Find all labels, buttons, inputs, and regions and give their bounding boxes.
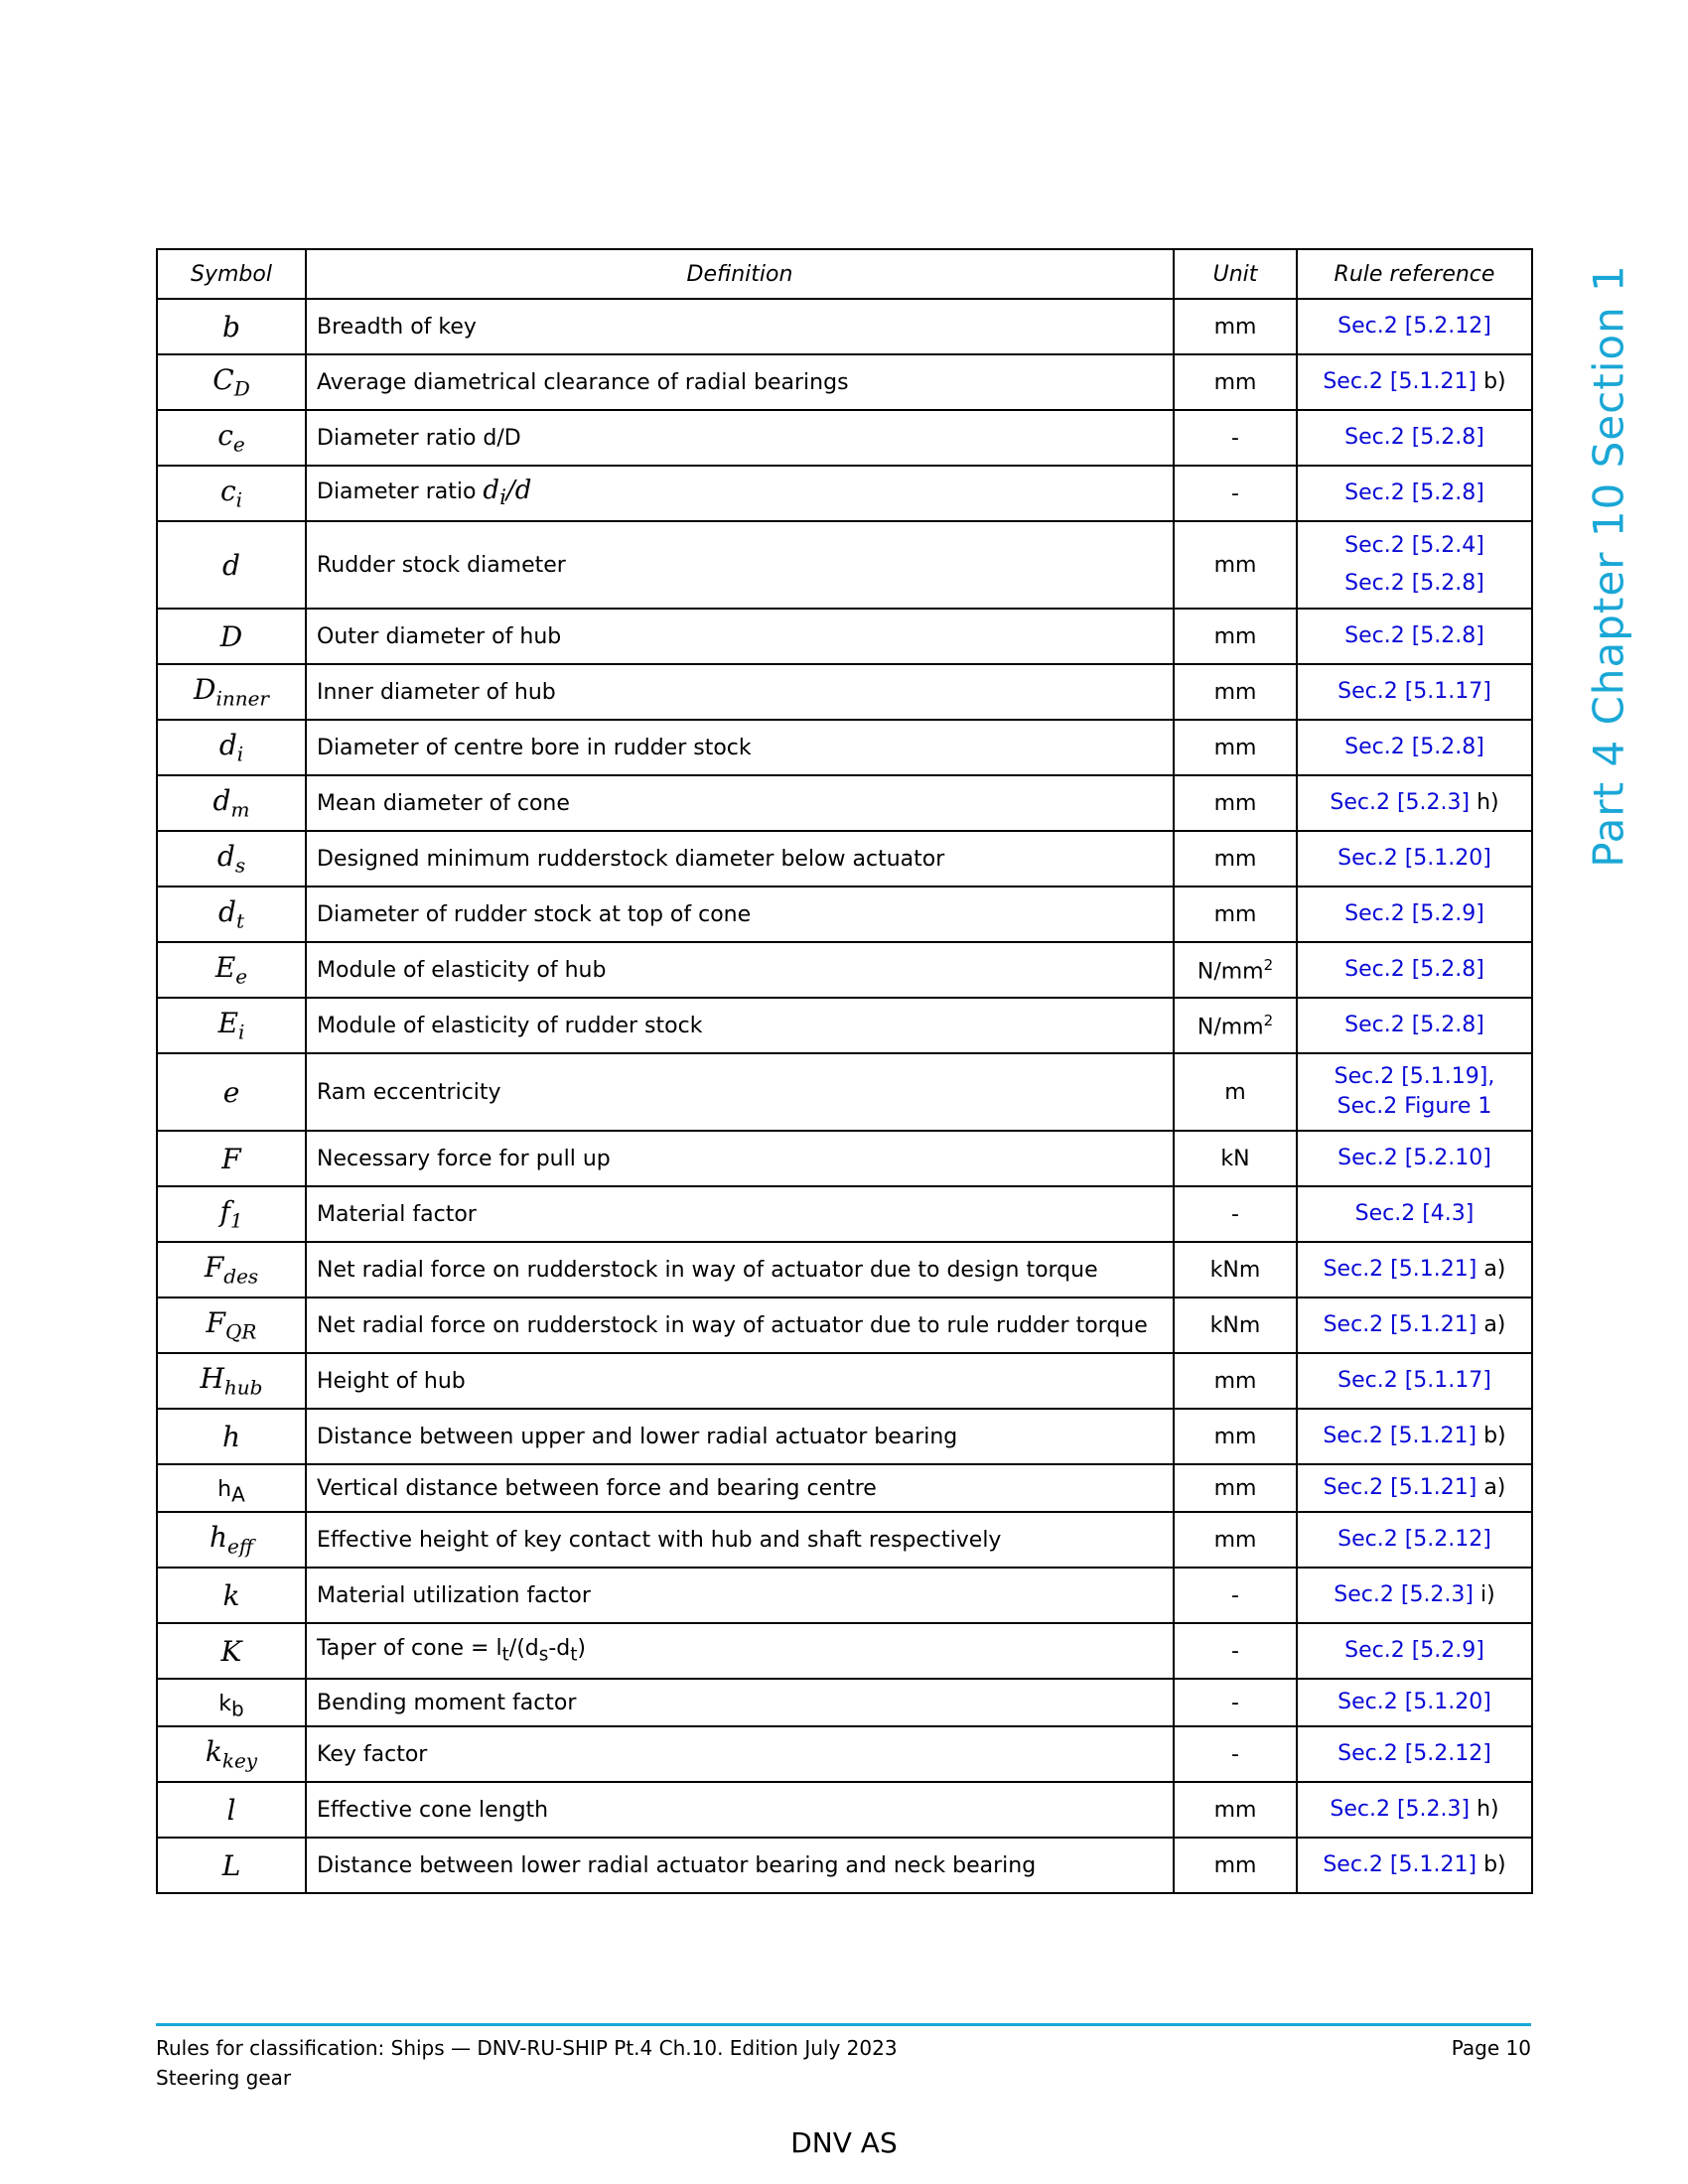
symbol-subscript: m [230,797,250,822]
symbol-subscript: e [235,964,248,989]
table-row [157,466,1532,521]
rule-reference-link[interactable]: Sec.2 [5.2.9] [1344,1638,1484,1663]
unit-cell: - [1174,1726,1297,1782]
symbol-cell [157,1242,306,1297]
symbol: c [219,475,236,508]
symbol: F [221,1142,241,1175]
symbol-cell [157,354,306,410]
symbols-table [156,248,1533,1894]
definition-cell: Average diametrical clearance of radial bearings [306,354,1174,410]
symbol-subscript: A [231,1482,245,1507]
definition-cell: Mean diameter of cone [306,775,1174,831]
rule-reference-cell [1297,299,1532,354]
unit-cell [1174,942,1297,998]
rule-reference-cell [1297,1131,1532,1186]
unit-cell: - [1174,410,1297,466]
symbol-cell [157,887,306,942]
definition-text: /(d [508,1636,539,1662]
unit-cell: - [1174,466,1297,521]
symbol: d [218,729,237,762]
definition-text: Taper of cone = l [317,1636,502,1662]
symbol: d [222,548,240,582]
symbol-cell [157,299,306,354]
symbol: k [222,1578,240,1612]
footer-divider [156,2023,1531,2026]
definition-cell: Ram eccentricity [306,1053,1174,1131]
symbol: C [212,363,234,397]
definition-cell: Bending moment factor [306,1679,1174,1726]
rule-reference-cell [1297,887,1532,942]
rule-reference-cell [1297,831,1532,887]
symbol-cell [157,720,306,775]
unit-cell: - [1174,1623,1297,1679]
symbol-cell [157,1838,306,1893]
table-header-row [157,249,1532,299]
rule-reference-suffix: a) [1483,1475,1506,1500]
header-rule-reference: Rule reference [1297,249,1532,299]
table-row [157,887,1532,942]
unit-cell: mm [1174,1409,1297,1464]
unit-cell: mm [1174,299,1297,354]
symbol-cell [157,1297,306,1353]
symbol: c [217,419,233,453]
rule-reference-link[interactable]: Sec.2 [5.1.19], [1334,1064,1495,1089]
symbol-cell [157,1623,306,1679]
rule-reference-link[interactable]: Sec.2 [5.1.17] [1337,679,1491,704]
symbol-cell [157,1353,306,1409]
symbol-subscript: D [233,376,250,401]
header-unit: Unit [1174,249,1297,299]
table-row [157,1131,1532,1186]
rule-reference-link[interactable]: Sec.2 [5.2.8] [1344,957,1484,982]
rule-reference-link[interactable]: Sec.2 [5.2.10] [1337,1146,1491,1170]
table-row [157,609,1532,664]
table-row [157,1053,1532,1131]
rule-reference-suffix: h) [1477,790,1499,815]
symbol-cell [157,1053,306,1131]
footer-page-number: Page 10 [1451,2036,1531,2060]
symbol: F [206,1306,225,1340]
definition-cell: Diameter ratio d/D [306,410,1174,466]
definition-cell: Vertical distance between force and bearing centre [306,1464,1174,1512]
symbol: l [226,1793,236,1827]
rule-reference-cell [1297,998,1532,1053]
unit-cell: mm [1174,720,1297,775]
table-row [157,299,1532,354]
rule-reference-cell [1297,720,1532,775]
rule-reference-link[interactable]: Sec.2 [5.2.3] [1330,1797,1471,1822]
rule-reference-cell [1297,466,1532,521]
rule-reference-link[interactable]: Sec.2 [5.1.17] [1337,1368,1491,1393]
rule-reference-suffix: b) [1483,1424,1506,1448]
symbol: d [218,895,236,929]
rule-reference-link[interactable]: Sec.2 [5.1.21] [1323,1257,1477,1282]
symbol-base: k [218,1691,232,1716]
symbol-subscript: inner [215,686,269,711]
table-row [157,998,1532,1053]
definition-cell: Designed minimum rudderstock diameter below actuator [306,831,1174,887]
definition-subscript: s [538,1644,549,1666]
table-row [157,1186,1532,1242]
rule-reference-link[interactable]: Sec.2 Figure 1 [1336,1094,1492,1119]
rule-reference-cell [1297,1053,1532,1131]
definition-cell: Inner diameter of hub [306,664,1174,720]
symbol-subscript: s [234,853,246,878]
rule-reference-cell [1297,1512,1532,1568]
rule-reference-cell [1297,1353,1532,1409]
rule-reference-suffix: b) [1483,1852,1506,1877]
symbol-cell [157,1131,306,1186]
symbol: k [205,1735,222,1769]
symbol: f [219,1195,230,1229]
table-row [157,775,1532,831]
symbol-cell [157,521,306,609]
table-row [157,1838,1532,1893]
symbol: e [222,1075,240,1109]
rule-reference-suffix: h) [1477,1797,1499,1822]
symbol: D [193,673,216,707]
sidebar-text: Part 4 Chapter 10 Section 1 [1584,264,1633,868]
definition-cell: Diameter of centre bore in rudder stock [306,720,1174,775]
table-row [157,1679,1532,1726]
symbol-cell [157,998,306,1053]
table-row [157,1464,1532,1512]
definition-cell: Rudder stock diameter [306,521,1174,609]
rule-reference-link[interactable]: Sec.2 [5.2.3] [1334,1582,1475,1607]
math-rest: /d [506,476,532,506]
table-row [157,831,1532,887]
footer-document-subtitle: Steering gear [156,2066,292,2090]
unit-cell: mm [1174,831,1297,887]
rule-reference-link[interactable]: Sec.2 [5.2.12] [1337,1527,1491,1552]
footer-document-info [156,2033,898,2093]
rule-reference-cell [1297,1409,1532,1464]
rule-reference-cell [1297,664,1532,720]
rule-reference-suffix: b) [1483,369,1506,394]
math-var: d [483,476,500,506]
symbol-subscript: hub [223,1375,263,1400]
rule-reference-link[interactable]: Sec.2 [4.3] [1354,1201,1475,1226]
unit-cell: mm [1174,1464,1297,1512]
definition-cell [306,466,1174,521]
rule-reference-link[interactable]: Sec.2 [5.2.8] [1344,480,1484,505]
rule-reference-link[interactable]: Sec.2 [5.1.21] [1323,1312,1477,1337]
rule-reference-cell [1297,1568,1532,1623]
symbol-subscript: b [231,1697,244,1721]
table-row [157,1726,1532,1782]
symbol-subscript: i [238,1020,245,1044]
rule-reference-cell [1297,609,1532,664]
rule-reference-link[interactable]: Sec.2 [5.2.8] [1344,425,1484,450]
symbol: d [212,784,231,818]
rule-reference-link[interactable]: Sec.2 [5.1.21] [1323,1475,1477,1500]
rule-reference-cell [1297,1186,1532,1242]
definition-cell: Height of hub [306,1353,1174,1409]
symbol: d [216,840,235,874]
rule-reference-cell [1297,1782,1532,1838]
symbol-subscript: t [235,908,244,933]
table-row [157,720,1532,775]
unit-text: N/mm [1196,959,1264,985]
table-row [157,664,1532,720]
rule-reference-link[interactable]: Sec.2 [5.1.20] [1337,1690,1491,1714]
symbol-cell [157,1568,306,1623]
unit-cell: mm [1174,664,1297,720]
definition-cell: Net radial force on rudderstock in way of actuator due to rule rudder torque [306,1297,1174,1353]
rule-reference-suffix: a) [1483,1312,1506,1337]
rule-reference-cell [1297,942,1532,998]
definition-cell: Necessary force for pull up [306,1131,1174,1186]
unit-cell: - [1174,1568,1297,1623]
definition-cell: Key factor [306,1726,1174,1782]
unit-cell: mm [1174,1512,1297,1568]
unit-cell: mm [1174,887,1297,942]
rule-reference-cell [1297,521,1532,609]
definition-subscript: t [501,1644,509,1666]
rule-reference-link[interactable]: Sec.2 [5.1.20] [1337,846,1491,871]
unit-cell: - [1174,1186,1297,1242]
definition-cell: Distance between lower radial actuator bearing and neck bearing [306,1838,1174,1893]
symbol-cell [157,466,306,521]
rule-reference-cell [1297,1623,1532,1679]
definition-cell: Module of elasticity of rudder stock [306,998,1174,1053]
definition-text: ) [577,1636,586,1662]
symbol-cell [157,1409,306,1464]
definition-cell: Material utilization factor [306,1568,1174,1623]
rule-reference-cell [1297,775,1532,831]
rule-reference-suffix: a) [1483,1257,1506,1282]
symbol-subscript: des [223,1264,259,1289]
table-row [157,1782,1532,1838]
unit-cell: mm [1174,1782,1297,1838]
table-row [157,1409,1532,1464]
unit-cell: mm [1174,609,1297,664]
unit-cell: - [1174,1679,1297,1726]
rule-reference-link[interactable]: Sec.2 [5.2.8] [1344,1013,1484,1037]
symbol-cell [157,775,306,831]
math-subscript: i [499,485,507,511]
symbol [218,1691,244,1721]
rule-reference-cell [1297,1838,1532,1893]
symbol-subscript: eff [227,1534,254,1559]
table-row [157,942,1532,998]
definition-cell: Effective height of key contact with hub and shaft respectively [306,1512,1174,1568]
table-row [157,1242,1532,1297]
rule-reference-link[interactable]: Sec.2 [5.2.8] [1344,571,1484,596]
definition-cell: Effective cone length [306,1782,1174,1838]
symbol: b [222,310,240,343]
unit-cell: m [1174,1053,1297,1131]
unit-cell: mm [1174,354,1297,410]
unit-cell: mm [1174,521,1297,609]
rule-reference-cell [1297,1464,1532,1512]
unit-text: N/mm [1196,1015,1264,1040]
unit-cell: kNm [1174,1297,1297,1353]
symbol: h [221,1420,241,1453]
section-sidebar-label [1584,258,1633,874]
header-symbol: Symbol [157,249,306,299]
rule-reference-cell [1297,1679,1532,1726]
symbol-subscript: 1 [229,1208,243,1233]
rule-reference-cell [1297,1242,1532,1297]
footer-document-title: Rules for classification: Ships — DNV-RU-SHIP Pt.4 Ch.10. Edition July 2023 [156,2036,898,2060]
definition-cell: Module of elasticity of hub [306,942,1174,998]
symbol: L [221,1848,241,1882]
table-row [157,1353,1532,1409]
symbol-subscript: e [232,432,245,457]
table-row [157,1512,1532,1568]
rule-reference-link[interactable]: Sec.2 [5.2.8] [1344,623,1484,648]
rule-reference-link[interactable]: Sec.2 [5.2.12] [1337,1741,1491,1766]
rule-reference-link[interactable]: Sec.2 [5.1.21] [1323,1852,1477,1877]
company-name: DNV AS [790,2126,898,2159]
rule-reference-link[interactable]: Sec.2 [5.1.21] [1323,1424,1477,1448]
symbol-subscript: key [221,1748,258,1773]
symbol-cell [157,410,306,466]
unit-cell: mm [1174,1838,1297,1893]
symbol-cell [157,831,306,887]
header-definition: Definition [306,249,1174,299]
definition-text: -d [548,1636,571,1662]
rule-reference-link[interactable]: Sec.2 [5.2.3] [1330,790,1471,815]
table-row [157,521,1532,609]
definition-cell [306,1623,1174,1679]
symbol-cell [157,664,306,720]
definition-cell: Net radial force on rudderstock in way of actuator due to design torque [306,1242,1174,1297]
symbol-base: h [217,1476,232,1502]
symbol-cell [157,1464,306,1512]
unit-cell [1174,998,1297,1053]
table-row [157,1623,1532,1679]
definition-subscript: t [570,1644,578,1666]
symbol: K [220,1634,242,1668]
table-row [157,1297,1532,1353]
definition-cell: Breadth of key [306,299,1174,354]
rule-reference-link[interactable]: Sec.2 [5.1.21] [1323,369,1477,394]
table-row [157,1568,1532,1623]
unit-cell: mm [1174,775,1297,831]
rule-reference-link[interactable]: Sec.2 [5.2.9] [1344,901,1484,926]
symbol-cell [157,942,306,998]
symbol-subscript: i [235,487,243,512]
unit-superscript: 2 [1263,1011,1274,1029]
rule-reference-link[interactable]: Sec.2 [5.2.4] [1344,533,1484,558]
table-row [157,354,1532,410]
symbol: E [214,951,236,985]
symbol-subscript: i [236,742,244,766]
definition-math [483,476,532,511]
definition-cell: Material factor [306,1186,1174,1242]
symbol: H [200,1362,224,1396]
rule-reference-cell [1297,1726,1532,1782]
symbol: E [217,1007,239,1040]
rule-reference-link[interactable]: Sec.2 [5.2.8] [1344,735,1484,759]
rule-reference-suffix: i) [1480,1582,1495,1607]
symbol [217,1476,245,1507]
symbol-cell [157,609,306,664]
symbol-cell [157,1679,306,1726]
symbol-cell [157,1512,306,1568]
unit-cell: mm [1174,1353,1297,1409]
rule-reference-cell [1297,1297,1532,1353]
definition-text: Diameter ratio [317,479,484,505]
rule-reference-link[interactable]: Sec.2 [5.2.12] [1337,314,1491,339]
symbol: D [219,619,243,653]
definition-cell: Outer diameter of hub [306,609,1174,664]
definition-cell: Diameter of rudder stock at top of cone [306,887,1174,942]
symbol-cell [157,1186,306,1242]
symbol: h [209,1521,228,1555]
unit-superscript: 2 [1263,955,1274,974]
definition-cell: Distance between upper and lower radial actuator bearing [306,1409,1174,1464]
symbol: F [204,1251,224,1285]
symbol-cell [157,1726,306,1782]
unit-cell: kN [1174,1131,1297,1186]
symbol-subscript: QR [224,1319,257,1344]
rule-reference-cell [1297,410,1532,466]
unit-cell: kNm [1174,1242,1297,1297]
table-row [157,410,1532,466]
rule-reference-cell [1297,354,1532,410]
symbol-cell [157,1782,306,1838]
